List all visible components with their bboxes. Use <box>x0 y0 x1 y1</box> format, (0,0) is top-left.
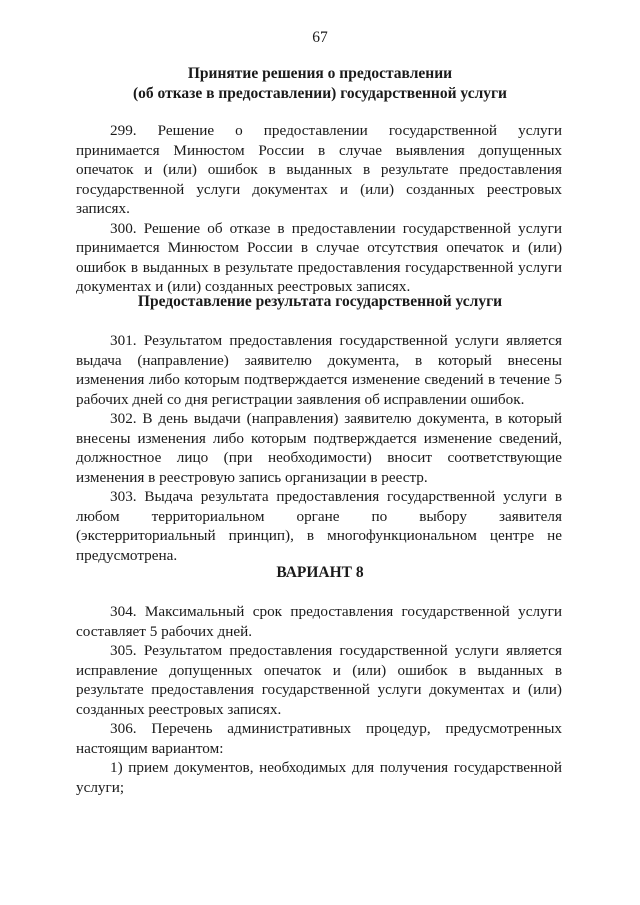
paragraph-305: 305. Результатом предоставления государственной услуги является исправление допущенных опечаток и (или) ошибок в выданных в результате предоставления государственной услуги документах и (или) созданных реестровых записях. <box>76 642 562 718</box>
variant-heading: ВАРИАНТ 8 <box>276 564 364 581</box>
paragraph-299: 299. Решение о предоставлении государственной услуги принимается Минюстом России в случае выявления допущенных опечаток и (или) ошибок в выданных в результате предоставления государственной услуги документах и (или) созданных реестровых записях. <box>76 122 562 217</box>
paragraph-300: 300. Решение об отказе в предоставлении государственной услуги принимается Минюстом России в случае отсутствия опечаток и (или) ошибок в выданных в результате предоставления государственной услуги документах и (или) созданных реестровых записях. <box>76 219 562 295</box>
paragraphs-variant <box>76 602 562 797</box>
paragraph-302: 302. В день выдачи (направления) заявителю документа, в который внесены изменения либо которым подтверждается изменение сведений, должностное лицо (при необходимости) вносит соответствующие изменения в реестровую запись организации в реестр. <box>76 410 562 486</box>
section-heading-result: Предоставление результата государственной услуги <box>137 293 503 310</box>
paragraphs-result <box>76 331 562 565</box>
paragraph-301: 301. Результатом предоставления государственной услуги является выдача (направление) заявителю документа, в который внесены изменения либо которым подтверждается изменение сведений в течение 5 рабочих дней со дня регистрации заявления об исправлении ошибок. <box>76 332 562 408</box>
paragraph-304: 304. Максимальный срок предоставления государственной услуги составляет 5 рабочих дней. <box>76 603 562 640</box>
section-heading-decision <box>60 64 580 103</box>
section-heading-line: (об отказе в предоставлении) государственной услуги <box>133 84 507 102</box>
list-item-1: 1) прием документов, необходимых для получения государственной услуги; <box>76 759 562 796</box>
paragraph-303: 303. Выдача результата предоставления государственной услуги в любом территориальном органе по выбору заявителя (экстерриториальный принцип), в многофункциональном центре не предусмотрена. <box>76 488 562 564</box>
page-number: 67 <box>312 29 328 46</box>
section-heading-line: Принятие решения о предоставлении <box>187 65 453 82</box>
paragraphs-decision <box>76 121 562 297</box>
paragraph-306: 306. Перечень административных процедур, предусмотренных настоящим вариантом: <box>76 720 562 757</box>
